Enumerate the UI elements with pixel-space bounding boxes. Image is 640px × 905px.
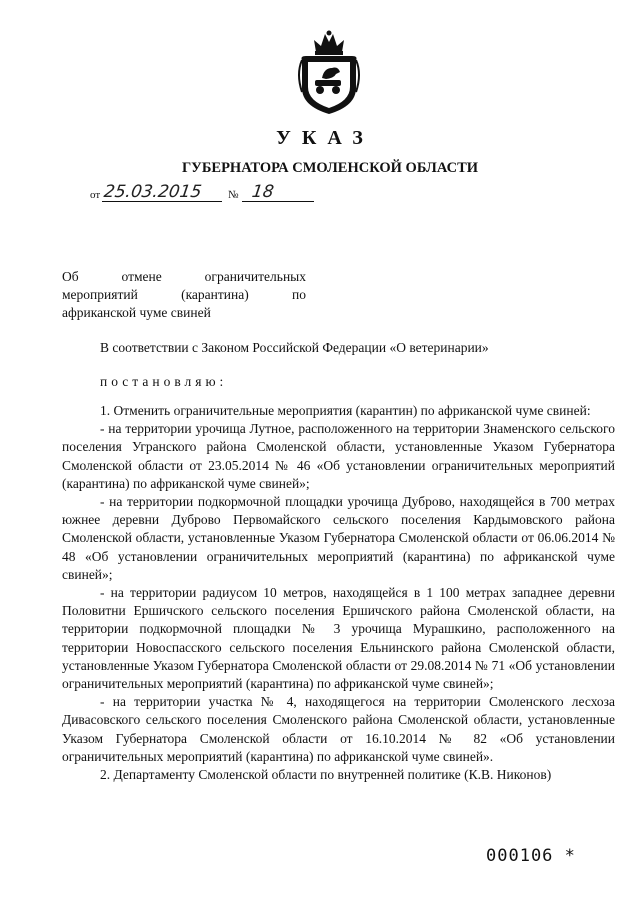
handwritten-number: 18 <box>250 182 276 202</box>
paragraph-item: - на территории участка № 4, находящегося на территории Смоленского лесхоза Дивасовского сельского поселения Смоленского района Смоленской области, установленные Указом Губернатора Смоленской области от 16.10.2014 № 82 «Об установлении ограничительных мероприятий (карантина) по африканской чуме свиней». <box>62 694 615 764</box>
paragraph-item: 1. Отменить ограничительные мероприятия (карантин) по африканской чуме свиней: <box>100 403 591 418</box>
number-label: № <box>228 189 239 201</box>
subject-line: мероприятий (карантина) по <box>62 287 306 302</box>
preamble: В соответствии с Законом Российской Федерации «О ветеринарии» <box>100 340 489 355</box>
coat-of-arms-emblem <box>296 30 362 116</box>
decree-subject <box>62 268 306 322</box>
paragraph-item: - на территории подкормочной площадки урочища Дуброво, находящейся в 700 метрах южнее деревни Дуброво Первомайского сельского поселения Кардымовского района Смоленской области, установленные Указом Губернатора Смоленской области от 06.06.2014 № 48 «Об установлении ограничительных мероприятий (карантина) по африканской чуме свиней»; <box>62 494 615 582</box>
decree-word: постановляю: <box>100 374 228 389</box>
decree-body <box>62 402 615 784</box>
date-number-line <box>90 182 330 206</box>
handwritten-date: 25.03.2015 <box>102 182 203 202</box>
date-label: от <box>90 189 101 201</box>
registration-number: 000106 * <box>486 846 576 866</box>
subject-line: Об отмене ограничительных <box>62 269 306 284</box>
document-subtitle: ГУБЕРНАТОРА СМОЛЕНСКОЙ ОБЛАСТИ <box>181 160 479 176</box>
paragraph-item: - на территории радиусом 10 метров, находящейся в 1 100 метрах западнее деревни Половитни Ершичского сельского поселения Ершичского района Смоленской области, на территории подкормочной площадки № 3 урочища Мурашкино, расположенного на территории Новоспасского сельского поселения Ельнинского района Смоленской области, установленные Указом Губернатора Смоленской области от 29.08.2014 № 71 «Об установлении ограничительных мероприятий (карантина) по африканской чуме свиней»; <box>62 585 615 692</box>
subject-line: африканской чуме свиней <box>62 305 211 320</box>
paragraph-item: - на территории урочища Лутное, расположенного на территории Знаменского сельского поселения Угранского района Смоленской области, установленные Указом Губернатора Смоленской области от 23.05.2014 № 46 «Об установлении ограничительных мероприятий (карантина) по африканской чуме свиней»; <box>62 421 615 491</box>
paragraph-item: 2. Департаменту Смоленской области по внутренней политике (К.В. Никонов) <box>100 767 552 783</box>
document-title: УКАЗ <box>276 127 374 149</box>
